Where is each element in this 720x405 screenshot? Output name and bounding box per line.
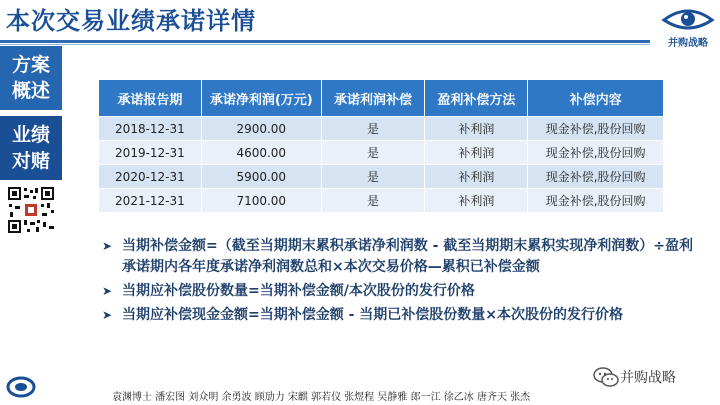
sidebar-item-label: 概述 [11,80,50,102]
column-header: 承诺利润补偿 [321,80,425,117]
list-item-text: 当期补偿金额=（截至当期期末累积承诺净利润数 - 截至当期期末累积实现净利润数）÷盈利承诺期内各年度承诺净利润数总和×本次交易价格—累积已补偿金额 [122,238,694,275]
table-cell: 补利润 [425,189,528,213]
logo-text: 并购战略 [668,38,708,49]
wechat-icon [592,365,620,391]
page-title: 本次交易业绩承诺详情 [6,7,256,35]
table-cell: 补利润 [425,117,528,141]
table-row [99,165,664,189]
column-header: 承诺报告期 [99,80,202,117]
table-header-row [99,80,664,117]
table-row [99,141,664,165]
table-cell: 现金补偿,股份回购 [528,141,664,165]
table-cell: 2021-12-31 [99,189,202,213]
formula-list [98,236,698,329]
list-item [98,305,698,326]
list-item [98,281,698,302]
table-cell: 7100.00 [201,189,321,213]
table-cell: 是 [321,117,425,141]
table-cell: 2900.00 [201,117,321,141]
column-header: 盈利补偿方法 [425,80,528,117]
footer-authors: 袁渊博士 潘宏图 刘众明 余勇波 顾劢力 宋麒 郭若仪 张煜程 吴静雅 郎一江 徐乙冰 唐齐天 张杰 [112,392,531,403]
sidebar [0,46,62,186]
table-cell: 5900.00 [201,165,321,189]
table-cell: 4600.00 [201,141,321,165]
sidebar-item-performance-bet[interactable] [0,116,62,180]
column-header: 补偿内容 [528,80,664,117]
wechat-account-label: 并购战略 [620,370,676,386]
sidebar-item-label: 业绩 [11,124,50,146]
table-row [99,117,664,141]
table-row [99,189,664,213]
commitment-table [98,79,664,213]
arrow-bullet-icon: ➤ [102,284,113,298]
list-item-text: 当期应补偿现金金额=当期补偿金额 - 当期已补偿股份数量×本次股份的发行价格 [122,307,624,323]
table-cell: 现金补偿,股份回购 [528,189,664,213]
table-cell: 是 [321,165,425,189]
table-cell: 现金补偿,股份回购 [528,117,664,141]
list-item-text: 当期应补偿股份数量=当期补偿金额/本次股份的发行价格 [122,283,475,299]
title-divider [0,40,650,43]
column-header: 承诺净利润(万元) [201,80,321,117]
list-item [98,236,698,278]
table-cell: 是 [321,141,425,165]
table-cell: 2018-12-31 [99,117,202,141]
sidebar-item-label: 方案 [11,54,50,76]
table-cell: 2019-12-31 [99,141,202,165]
table-cell: 现金补偿,股份回购 [528,165,664,189]
title-divider-thin [0,44,650,45]
arrow-bullet-icon: ➤ [102,308,113,322]
table-cell: 是 [321,189,425,213]
swirl-logo-icon [6,376,36,398]
table-cell: 补利润 [425,165,528,189]
sidebar-item-label: 对赌 [11,150,50,172]
qr-code-icon [7,186,55,234]
table-cell: 2020-12-31 [99,165,202,189]
table-cell: 补利润 [425,141,528,165]
arrow-bullet-icon: ➤ [102,239,113,253]
sidebar-item-plan-overview[interactable] [0,46,62,110]
